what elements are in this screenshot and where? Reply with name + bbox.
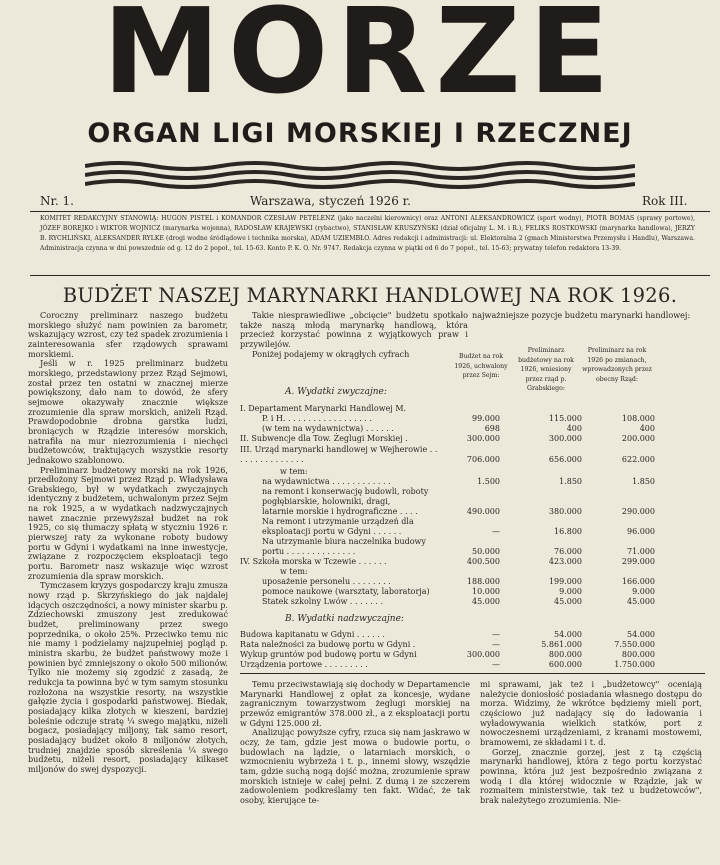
- issue-year: Rok III.: [642, 194, 688, 208]
- table-row: I. Departament Marynarki Handlowej M.: [240, 404, 407, 413]
- table-row: Na remont i utrzymanie urządzeń dla: [262, 517, 414, 526]
- table-row: P. i H. . . . . . . . . . . . . . . . . . 99.000 115.000 108.000: [262, 414, 655, 423]
- table-row: pomoce naukowe (warsztaty, laboratorja) 10.000 9.000 9.000: [262, 587, 655, 596]
- paragraph: Jeśli w r. 1925 preliminarz budżetu morskiego, przedstawiony przez Rząd Sejmowi, został przez ten ostatni w znacznej mierze powiększony, dało nam to dowód, że sfery sejmowe okazywały znacznie większe zrozumienie dla spraw morskich, aniżeli Rząd. Prawdopodobnie drobna garstka ludzi, broniących w Rządzie interesów morskich, natrafiła na mur niezrozumienia i niechęci budżetowców, traktujących wszystkie resorty jednakowo szablonowo.: [28, 358, 228, 465]
- issue-number: Nr. 1.: [40, 194, 74, 208]
- paragraph: najważniejsze pozycje budżetu marynarki handlowej:: [472, 310, 691, 320]
- paragraph: Gorzej, znacznie gorzej, jest z tą częścią marynarki handlowej, która z tego portu korzystać powinna, która już jest bezpośrednio związana z wodą i dla której widocznie w Rządzie, jak w rozmaitem ministerstwie, tak też u budżetowców", brak należytego zrozumienia. Nie-: [480, 746, 702, 805]
- issue-line: [40, 194, 700, 210]
- masthead: [30, 0, 690, 120]
- table-rule: [240, 673, 705, 674]
- committee-rule: [30, 275, 710, 276]
- table-row: Rata należności za budowę portu w Gdyni . — 5.861.000 7.550.000: [240, 640, 655, 649]
- paragraph: Coroczny preliminarz naszego budżetu morskiego służyć nam powinien za barometr, wskazujący wzrost, czy też spadek zrozumienia i zainteresowania sfer rządowych sprawami morskiemi.: [28, 310, 228, 359]
- table-row: latarnie morskie i hydrograficzne . . . . 490.000 380.000 290.000: [262, 507, 655, 516]
- wave-ornament: [85, 160, 635, 190]
- table-row: w tem:: [280, 467, 308, 476]
- table-row: Wykup gruntów pod budowę portu w Gdyni 300.000 800.000 800.000: [240, 650, 655, 659]
- table-row: (w tem na wydawnictwa) . . . . . . 698 400 400: [262, 424, 655, 433]
- column-2-continued: [240, 680, 470, 806]
- column-3-intro: [472, 311, 702, 321]
- top-rule: [30, 211, 710, 212]
- paragraph: Preliminarz budżetowy morski na rok 1926, przedłożony Sejmowi przez Rząd p. Władysława Grabskiego, był w wydatkach zwyczajnych identyczny z budżetem, uchwalonym przez Sejm na rok 1925, a w wydatkach nadzwyczajnych nawet znacznie przewyższał budżet na rok 1925, co się tłumaczy spłatą w styczniu 1926 r. pierwszej raty za wykonane roboty budowy portu w Gdyni i wydatkami na inne inwestycje, związane z rozpoczęciem eksploatacji tego portu. Barometr nasz wskazuje więc wzrost zrozumienia dla spraw morskich.: [28, 464, 228, 581]
- masthead-title: MORZE: [102, 0, 618, 120]
- table-col-head-2: Preliminarz budżetowy na rok 1926, wniesiony przez rząd p. Grabskiego:: [518, 347, 574, 392]
- paragraph: mi sprawami, jak też i „budżetowcy" oceniają należycie doniosłość posiadania własnego dostępu do morza. Widzimy, że wkrótce będziemy mieli port, częściowo już nadający się do ładowania i wyładowywania wielkich statków, port z nowoczesnemi urządzeniami, z kranami mostowemi, bramowemi, ze składami i t. d.: [480, 679, 702, 747]
- paragraph: Takie niesprawiedliwe „obcięcie" budżetu spotkało także naszą młodą marynarkę handlową, która przecież korzystać powinna z wyjątkowych praw i przywilejów.: [240, 310, 468, 349]
- table-col-head-1: Budżet na rok 1926, uchwalony przez Sejm:: [454, 353, 508, 379]
- ordinary-expenses-heading: A. Wydatki zwyczajne:: [285, 387, 387, 397]
- table-row: na remont i konserwację budowli, roboty pogłębiarskie, holowniki, dragi,: [262, 487, 429, 506]
- extraordinary-expenses-heading: B. Wydatki nadzwyczajne:: [285, 614, 404, 624]
- table-row: Budowa kapitanatu w Gdyni . . . . . . — 54.000 54.000: [240, 630, 655, 639]
- table-row: IV. Szkoła morska w Tczewie . . . . . . 400.500 423.000 299.000: [240, 557, 655, 566]
- editorial-committee: KOMITET REDAKCYJNY STANOWIĄ: HUGON PISTEL i KOMANDOR CZESŁAW PETELENZ (jako naczelni kierownicy) oraz ANTONI ALEKSANDROWICZ (sport wodny), PIOTR BOMAS (sprawy portowe), JÓZEF BOREJKO i WIKTOR WOJNICZ (marynarka wojenna), RADOSŁAW KRAJEWSKI (rybactwo), STANISŁAW KRUSZYŃSKI (dział oficjalny L. M. i R.), FELIKS ROSTKOWSKI (marynarka handlowa), JERZY B. RYCHLIŃSKI, ALEKSANDER RYLKE (drogi wodne śródlądowe i technika morska), ADAM UZIEMBŁO. Adres redakcji i administracji: ul. Elektoralna 2 (gmach Ministerstwa Przemysłu i Handlu), Warszawa. Administracja czynna w dni powszednie od g. 12 do 2 popoł., tel. 15-63. Konto P. K. O. Nr. 9747. Redakcja czynna w piątki od 6 do 7 popoł., tel. 15-63; prywatny telefon redaktora 13-39.: [40, 215, 695, 252]
- table-col-head-3: Preliminarz na rok 1926 po zmianach, wprowadzonych przez obecny Rząd:: [582, 347, 652, 383]
- masthead-subtitle: ORGAN LIGI MORSKIEJ I RZECZNEJ: [87, 118, 633, 149]
- table-row: eksploatacji portu w Gdyni . . . . . . — 16.800 96.000: [262, 527, 655, 536]
- column-2-intro: [240, 311, 468, 359]
- table-row: w tem:: [280, 567, 308, 576]
- paragraph: Temu przeciwstawiają się dochody w Departamencie Marynarki Handlowej z opłat za koncesje, wydane zagranicznym towarzystwom żeglugi morskiej na przewóz emigrantów 378.000 zł., a z eksploatacji portu w Gdyni 125.000 zł.: [240, 679, 470, 728]
- issue-place-date: Warszawa, styczeń 1926 r.: [250, 194, 411, 208]
- paragraph: Poniżej podajemy w okrągłych cyfrach: [252, 348, 410, 359]
- table-row: Statek szkolny Lwów . . . . . . . 45.000 45.000 45.000: [262, 597, 655, 606]
- table-row: Urządzenia portowe . . . . . . . . . — 600.000 1.750.000: [240, 660, 655, 669]
- paragraph: Analizując powyższe cyfry, rzuca się nam jaskrawo w oczy, że tam, gdzie jest mowa o budowie portu, o budowlach na lądzie, o latarniach morskich, o wzmocnieniu wybrzeża i t. p., innemi słowy, wszędzie tam, gdzie suchą nogą dojść można, zrozumienie spraw morskich istnieje w całej pełni. Z dumą i ze szczerem zadowoleniem podkreślamy ten fakt. Widać, że tak osoby, kierujące te-: [240, 727, 470, 805]
- article-headline: BUDŻET NASZEJ MARYNARKI HANDLOWEJ NA ROK 1926.: [62, 284, 678, 307]
- table-row: na wydawnictwa . . . . . . . . . . . . 1.500 1.850 1.850: [262, 477, 655, 486]
- column-1: [28, 311, 228, 775]
- table-row: Na utrzymanie biura naczelnika budowy portu . . . . . . . . . . . . . . 50.000 76.000 71.000: [262, 537, 655, 556]
- paragraph: Tymczasem kryzys gospodarczy kraju zmusza nowy rząd p. Skrzyńskiego do jak najdalej idących oszczędności, a nowy minister skarbu p. Zdziechowski zmuszony jest zredukować budżet, preliminowany przez swego poprzednika, o około 25%. Przeciwko temu nic nie mamy i podzielamy najzupełniej pogląd p. ministra skarbu, że budżet państwowy może i powinien być zmniejszony o około 500 milionów. Tylko nie możemy się zgodzić z zasadą, że redukcja ta powinna być w tym samym stosunku rozłożona na wszystkie resorty, na wszystkie gałęzie życia i gospodarki państwowej. Biedak, posiadający kilka złotych w kieszeni, bardziej boleśnie odczuje stratę ¼ swego majątku, niżeli bogacz, posiadający miljony, tak samo resort, posiadający budżet około 8 miljonów złotych, trudniej znajdzie sposób skreślenia ¼ swego budżetu, niżeli resort, posiadający kilkaset miljonów do swej dyspozycji.: [28, 580, 228, 774]
- table-row: uposażenie personelu . . . . . . . . 188.000 199.000 166.000: [262, 577, 655, 586]
- table-row: II. Subwencje dla Tow. Żeglugi Morskiej . 300.000 300.000 200.000: [240, 434, 655, 443]
- column-3-continued: [480, 680, 702, 806]
- table-row: III. Urząd marynarki handlowej w Wejherowie . . . . . . . . . . . . . . . 706.000 656.000 622.000: [240, 445, 655, 464]
